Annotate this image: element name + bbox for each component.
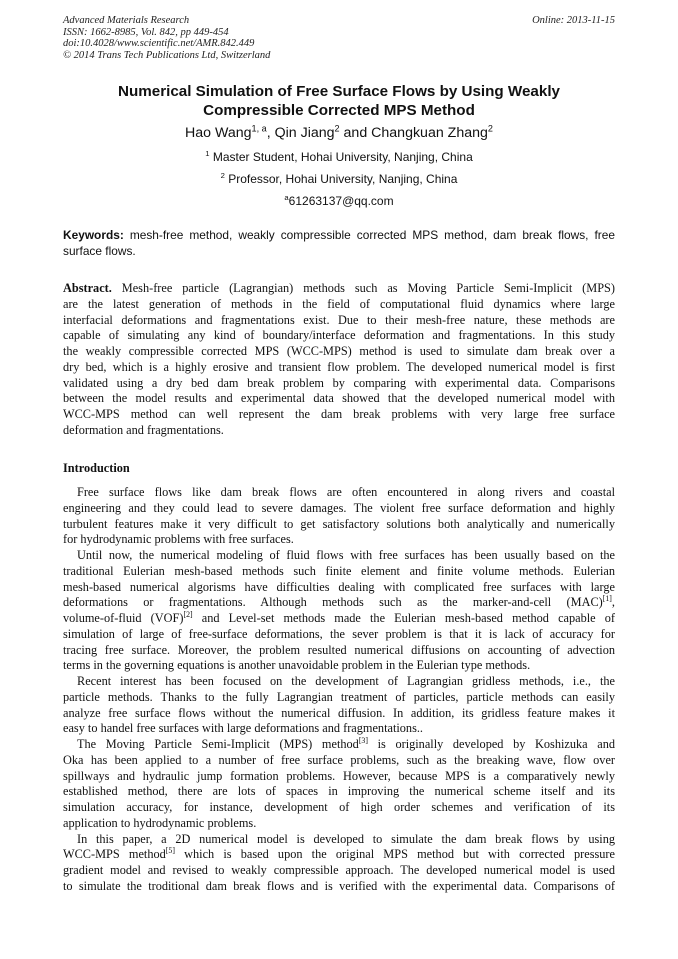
intro-line: In this paper, a 2D numerical model is developed to simulate the dam break flows by using [77,831,615,846]
journal-header [63,15,615,61]
abstract-line: dry bed, which is a highly erosive and transient flow problem. The developed numerical model is first [63,359,615,374]
paper-title [63,83,615,120]
email-text: 61263137@qq.com [288,194,394,208]
journal-name: Advanced Materials Research [63,15,190,26]
affiliation-text: Professor, Hohai University, Nanjing, China [224,172,458,186]
abstract-line: the weakly compressible corrected MPS (WCC-MPS) method is used to simulate dam break over a [63,344,615,358]
affiliation-1 [63,150,615,164]
affiliation-text: Master Student, Hohai University, Nanjing, China [209,150,473,164]
abstract-line: are the latest generation of methods in the field of computational fluid dynamics where large [63,296,615,311]
author-email [63,194,615,208]
author-affil-mark: 1, a [251,123,267,134]
intro-line: established method, there are lots of spaces in improving the numerical scheme itself and its [63,784,615,799]
doi-line: doi:10.4028/www.scientific.net/AMR.842.449 [63,38,255,50]
intro-line: engineering and they could lead to severe damages. The violent free surface deformation and highly [63,500,615,515]
intro-line: traditional Eulerian mesh-based methods such finite element and finite volume methods. Eulerian [63,563,615,578]
intro-line: simulation of large of free-surface deformations, the sever problem is that it is lack of accuracy for [63,626,615,641]
affiliation-mark: 2 [220,171,225,180]
author-name: Hao Wang [185,125,252,141]
abstract-line: deformation and fragmentations. [63,422,224,437]
citation-mark: [1] [602,594,612,604]
citation-mark: [5] [165,846,175,856]
abstract-line: validated using a dry bed dam break problem by comparing with experimental data. Comparisons [63,375,615,390]
intro-line: Recent interest has been focused on the development of Lagrangian gridless methods, i.e., the [77,674,615,688]
abstract-text: Mesh-free particle (Lagrangian) methods such as Moving Particle Semi-Implicit (MPS) [111,281,615,295]
author-affil-mark: 2 [334,123,340,134]
abstract-line [63,281,615,297]
intro-line [63,595,615,611]
intro-line [63,847,615,863]
copyright-line: © 2014 Trans Tech Publications Ltd, Switzerland [63,49,271,61]
intro-line: gradient model and revised to weakly compressible approach. The developed numerical model is used [63,863,615,877]
intro-line: Until now, the numerical modeling of fluid flows with free surfaces has been usually based on the [77,548,615,562]
intro-line: simulation accuracy, for instance, development of high order schemes and verification of its [63,800,615,814]
title-line-1: Numerical Simulation of Free Surface Flows by Using Weakly [118,83,560,100]
author-name: Qin Jiang [274,125,335,141]
intro-text: which is based upon the original MPS method but with corrected pressure [174,847,615,862]
abstract-line: capable of simulating any kind of boundary/interface deformation and fragmentations. In this study [63,328,615,343]
intro-line: Oka has been applied to a number of free surface problems, such as the breaking wave, flow over [63,752,615,767]
section-heading-introduction: Introduction [63,461,130,475]
author-separator: , [266,125,275,141]
author-separator: and [339,125,372,141]
intro-line: spillways and hydraulic jump formation problems. However, because MPS is a comparatively newly [63,768,615,783]
keywords-text: mesh-free method, weakly compressible corrected MPS method, dam break flows, free [123,228,615,242]
keywords-label: Keywords: [63,228,124,242]
author-affil-mark: 2 [487,123,493,134]
intro-line: for hydrodynamic problems with free surfaces. [63,532,294,547]
abstract-line: WCC-MPS method can well represent the dam break problems with very large free surface [63,407,615,421]
intro-line: particle methods. Thanks to the fully Lagrangian treatment of particles, particle methods can easily [63,689,615,704]
citation-mark: [2] [183,609,193,619]
title-line-2: Compressible Corrected MPS Method [203,101,475,119]
intro-line: terms in the governing equations is another unavoidable problem in the Eulerian type methods. [63,658,531,673]
abstract-line: between the model results and experimental data showed that the developed numerical model with [63,391,615,406]
abstract-label: Abstract. [63,281,112,295]
introduction-body [63,485,615,895]
intro-line: analyze free surface flows without the numerical diffusion. In addition, its gridless feature makes it [63,705,615,720]
intro-text: WCC-MPS method [63,847,166,862]
intro-line: Free surface flows like dam break flows are often encountered in along rivers and coastal [77,485,615,499]
issn-line: ISSN: 1662-8985, Vol. 842, pp 449-454 [63,26,229,38]
intro-line: to simulate the troditional dam break flows and is verified with the experimental data. Comparisons of [63,878,615,893]
keywords-block [63,228,615,259]
intro-text: The Moving Particle Semi-Implicit (MPS) method [77,737,359,751]
intro-line: easy to handel free surfaces with large deformations and fragmentations.. [63,721,424,736]
intro-text: is originally developed by Koshizuka and [367,737,616,751]
author-list [63,124,615,142]
keywords-line [63,228,615,244]
intro-line: turbulent features make it very difficult to get satisfactory solutions both analytically and numerically [63,516,615,531]
affiliation-2 [63,172,615,186]
intro-text: , [611,595,615,610]
affiliation-mark: 1 [205,149,210,158]
author-name: Changkuan Zhang [371,125,488,141]
intro-line [63,611,615,627]
abstract-block [63,281,615,439]
intro-text: volume-of-fluid (VOF) [63,611,184,625]
intro-line: mesh-based numerical algorisms have difficulties dealing with complicated free surfaces with large [63,579,615,594]
intro-line: tracing free surface. Moreover, the problem resulted numerical diffusions on accounting of advection [63,642,615,657]
intro-text: and Level-set methods made the Eulerian mesh-based method capable of [192,611,615,625]
online-date: Online: 2013-11-15 [532,15,615,26]
affiliation-mark: a [284,193,289,202]
intro-line: application to hydrodynamic problems. [63,815,257,830]
intro-line [63,737,615,753]
intro-text: deformations or fragmentations. Although methods such as the marker-and-cell (MAC) [63,595,603,610]
keywords-line: surface flows. [63,243,136,258]
abstract-line: interfacial deformations and fragmentations exist. Due to their mesh-free nature, these methods are [63,312,615,327]
citation-mark: [3] [358,735,368,745]
